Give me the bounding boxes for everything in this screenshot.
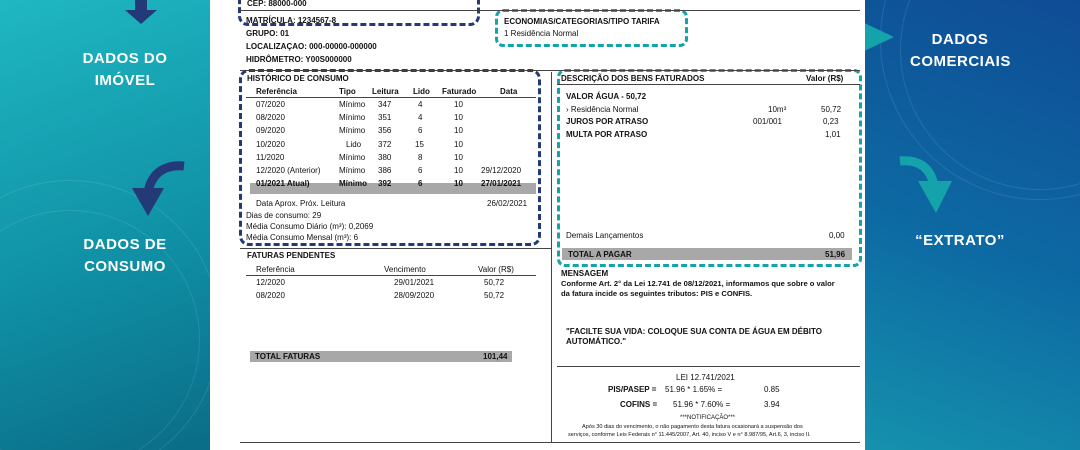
faturas-title: FATURAS PENDENTES (247, 251, 336, 260)
historico-cell-6-2: 392 (378, 179, 392, 189)
historico-cell-6-5: 27/01/2021 (481, 179, 522, 189)
historico-cell-1-1: Mínimo (339, 113, 366, 123)
cep-text: CEP: 88000-000 (247, 0, 307, 8)
historico-cell-3-1: Lido (346, 139, 362, 149)
label-dados-consumo-text: DADOS DE CONSUMO (83, 236, 167, 275)
table-header-line (246, 97, 536, 98)
fatura-2-valor: 50,72 (484, 291, 505, 300)
prox-leitura-label: Data Aprox. Próx. Leitura (256, 199, 346, 208)
total-pagar-label: TOTAL A PAGAR (568, 250, 632, 259)
dias-consumo: Dias de consumo: 29 (246, 211, 322, 220)
historico-cell-3-0: 10/2020 (256, 139, 285, 149)
label-dados-comerciais-text: DADOS COMERCIAIS (910, 31, 1011, 70)
total-pagar-value: 51,96 (825, 250, 846, 259)
historico-cell-5-5: 29/12/2020 (481, 166, 522, 175)
valor-agua: VALOR ÁGUA - 50,72 (566, 92, 647, 101)
historico-cell-4-2: 380 (378, 152, 392, 162)
mensagem-line-2: da fatura incide os seguintes tributos: PIS e CONFIS. (561, 289, 753, 298)
historico-cell-2-0: 09/2020 (256, 126, 285, 136)
media-diario: Média Consumo Diário (m³): 0,2069 (246, 222, 374, 231)
label-dados-consumo (40, 234, 210, 278)
water-bill-document (210, 0, 865, 450)
historico-cell-1-4: 10 (454, 113, 463, 123)
historico-cell-4-4: 10 (454, 152, 463, 162)
historico-cell-3-3: 15 (415, 139, 424, 149)
matricula-text: MATRÍCULA: 1234567-8 (246, 16, 337, 25)
col-leitura: Leitura (372, 87, 399, 96)
notificacao-line-2: serviços, conforme Leis Federais n° 11.445/2007, Art. 40, inciso V e n° 8.987/95, Art.6, 3, inciso II. (568, 432, 811, 438)
mensagem-title: MENSAGEM (561, 269, 609, 278)
historico-cell-4-1: Mínimo (339, 152, 366, 162)
historico-cell-0-0: 07/2020 (256, 100, 285, 109)
bottom-line (240, 442, 860, 443)
faturas-divider (240, 248, 551, 249)
multa-label: MULTA POR ATRASO (566, 130, 648, 139)
fatura-2-ref: 08/2020 (256, 291, 285, 300)
notificacao-title: ***NOTIFICAÇÃO*** (680, 415, 736, 421)
header-divider (240, 10, 860, 11)
total-faturas-value: 101,44 (483, 352, 508, 361)
historico-cell-5-0: 12/2020 (Anterior) (256, 166, 321, 175)
demais-label: Demais Lançamentos (566, 231, 644, 240)
historico-cell-3-2: 372 (378, 139, 392, 149)
historico-cell-0-1: Mínimo (339, 100, 366, 109)
total-faturas-label: TOTAL FATURAS (255, 352, 321, 361)
residencia-value: 50,72 (821, 105, 842, 114)
historico-cell-6-3: 6 (418, 179, 423, 189)
hidrometro-text: HIDRÔMETRO: Y00S000000 (246, 55, 352, 64)
arrow-down-icon (123, 0, 159, 24)
section-divider (240, 70, 860, 71)
prox-leitura-value: 26/02/2021 (487, 199, 528, 208)
juros-value: 0,23 (823, 117, 839, 126)
fatura-2-venc: 28/09/2020 (394, 291, 435, 300)
notificacao-line-1: Após 30 dias do vencimento, o não pagamento desta fatura ocasionará a suspensão dos (582, 424, 803, 430)
col-lido: Lido (413, 87, 430, 96)
demais-value: 0,00 (829, 231, 845, 240)
pis-value: 0.85 (764, 385, 780, 394)
juros-label: JUROS POR ATRASO (566, 117, 649, 126)
faturas-col-valor: Valor (R$) (478, 265, 514, 274)
fatura-1-ref: 12/2020 (256, 278, 285, 287)
mensagem-line-1: Conforme Art. 2° da Lei 12.741 de 08/12/2021, informamos que sobre o valor (561, 279, 835, 288)
juros-qty: 001/001 (753, 117, 782, 126)
historico-cell-6-0: 01/2021 Atual) (256, 179, 310, 189)
descricao-title: DESCRIÇÃO DOS BENS FATURADOS (561, 74, 705, 83)
historico-cell-5-4: 10 (454, 166, 463, 175)
residencia-label: › Residência Normal (566, 105, 639, 114)
historico-cell-3-4: 10 (454, 139, 463, 149)
multa-value: 1,01 (825, 130, 841, 139)
historico-cell-4-0: 11/2020 (256, 152, 285, 162)
historico-cell-1-3: 4 (418, 113, 423, 123)
historico-cell-5-1: Mínimo (339, 166, 366, 175)
faturas-header-line (246, 275, 536, 276)
fatura-1-valor: 50,72 (484, 278, 505, 287)
faturas-col-vencimento: Vencimento (384, 265, 426, 274)
localizacao-text: LOCALIZAÇAO: 000-00000-000000 (246, 42, 377, 51)
pis-label: PIS/PASEP = (608, 385, 657, 394)
historico-cell-1-2: 351 (378, 113, 392, 123)
pis-calc: 51.96 * 1.65% = (665, 385, 723, 394)
descricao-valor-header: Valor (R$) (806, 74, 844, 83)
historico-cell-4-3: 8 (418, 152, 423, 162)
facilite-line-1: "FACILTE SUA VIDA: COLOQUE SUA CONTA DE ÁGUA EM DÉBITO (566, 327, 822, 336)
historico-cell-0-3: 4 (418, 100, 423, 109)
historico-cell-5-3: 6 (418, 166, 423, 175)
col-referencia: Referência (256, 87, 297, 96)
col-tipo: Tipo (339, 87, 356, 96)
col-faturado: Faturado (442, 87, 477, 96)
economias-title: ECONOMIAS/CATEGORIAS/TIPO TARIFA (504, 17, 660, 26)
curved-arrow-down-right-icon (896, 153, 960, 217)
historico-cell-0-4: 10 (454, 100, 463, 109)
faturas-col-referencia: Referência (256, 265, 295, 274)
label-dados-comerciais (875, 29, 1045, 73)
facilite-line-2: AUTOMÁTICO." (566, 337, 627, 346)
historico-cell-2-3: 6 (418, 126, 423, 136)
historico-cell-6-1: Mínimo (339, 179, 367, 189)
historico-cell-0-2: 347 (378, 100, 392, 109)
curved-arrow-down-left-icon (126, 158, 188, 220)
cofins-value: 3.94 (764, 400, 780, 409)
lei-title: LEI 12.741/2021 (676, 373, 735, 382)
tributos-divider (557, 366, 860, 367)
label-dados-imovel-text: DADOS DO IMÓVEL (82, 50, 168, 89)
historico-title: HISTÓRICO DE CONSUMO (247, 74, 349, 83)
economias-value: 1 Residência Normal (504, 29, 579, 38)
label-extrato (875, 230, 1045, 252)
historico-cell-5-2: 386 (378, 166, 392, 175)
historico-cell-2-2: 356 (378, 126, 392, 136)
historico-cell-6-4: 10 (454, 179, 463, 189)
historico-cell-2-4: 10 (454, 126, 463, 136)
label-extrato-text: “EXTRATO” (915, 232, 1005, 249)
cofins-label: COFINS = (620, 400, 658, 409)
historico-cell-1-0: 08/2020 (256, 113, 285, 123)
fatura-1-venc: 29/01/2021 (394, 278, 435, 287)
label-dados-imovel (40, 48, 210, 92)
cofins-calc: 51.96 * 7.60% = (673, 400, 731, 409)
column-divider (551, 72, 552, 442)
media-mensal: Média Consumo Mensal (m³): 6 (246, 233, 359, 242)
residencia-qty: 10m³ (768, 105, 787, 114)
historico-cell-2-1: Mínimo (339, 126, 366, 136)
col-data: Data (500, 87, 518, 96)
descricao-header-line (557, 84, 860, 85)
grupo-text: GRUPO: 01 (246, 29, 290, 38)
